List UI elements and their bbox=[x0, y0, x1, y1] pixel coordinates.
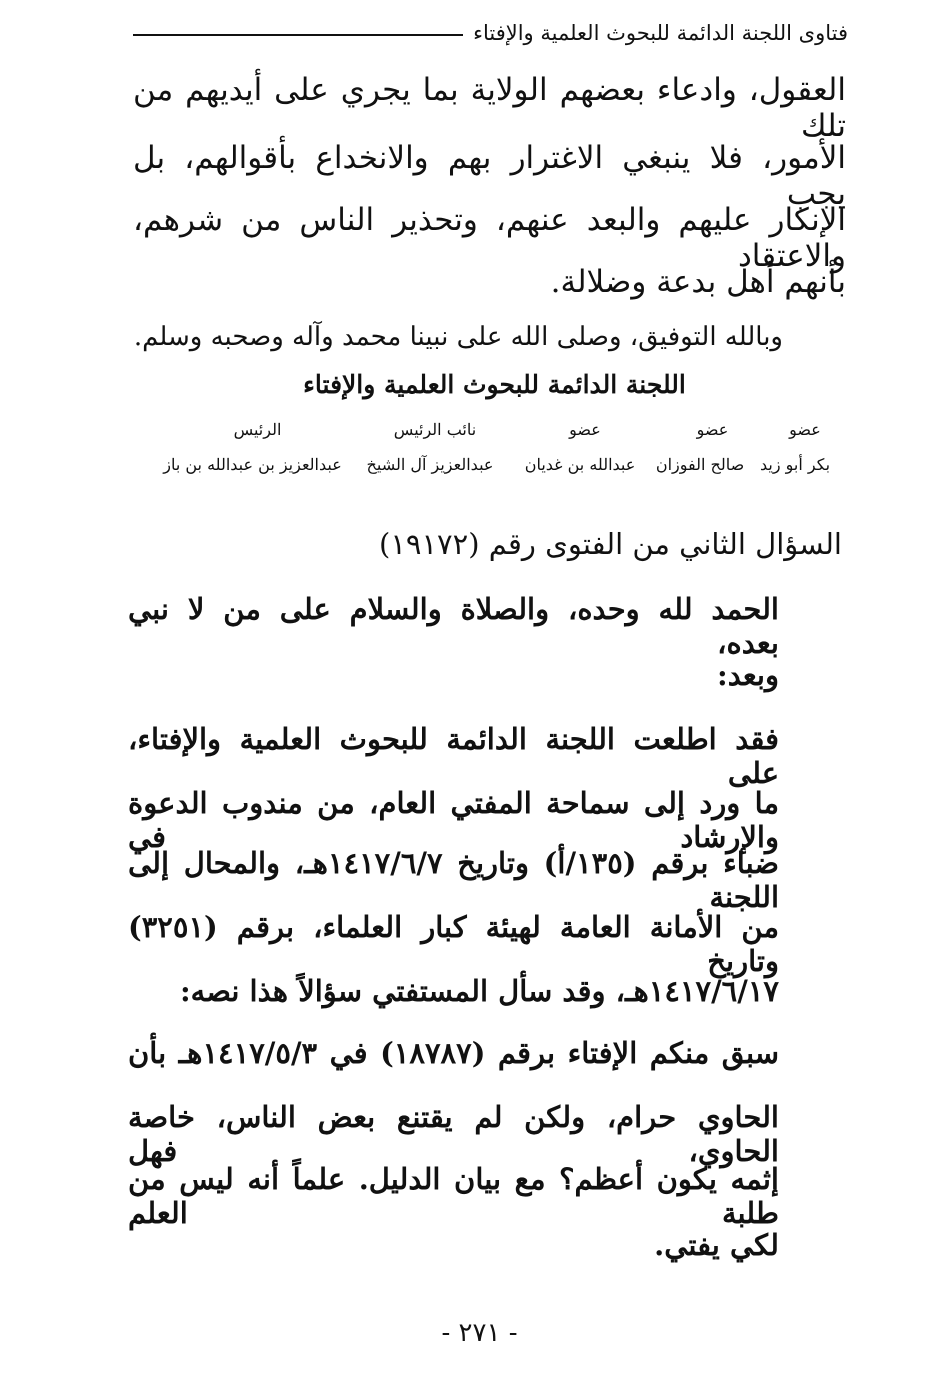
preamble-line-2: وبعد: bbox=[717, 658, 779, 692]
signatory-name: عبدالله بن غديان bbox=[524, 455, 636, 474]
signatory-role: عضو bbox=[569, 420, 601, 439]
paragraph2-line-1: فقد اطلعت اللجنة الدائمة للبحوث العلمية والإفتاء، على bbox=[128, 722, 779, 790]
preamble-line-1: الحمد لله وحده، والصلاة والسلام على من لا نبي بعده، bbox=[128, 592, 779, 660]
signatory-name: عبدالعزيز بن عبدالله بن باز bbox=[163, 455, 342, 474]
paragraph1-line-1: العقول، وادعاء بعضهم الولاية بما يجري على أيديهم من تلك bbox=[133, 72, 846, 144]
paragraph3-line-1: سبق منكم الإفتاء برقم (١٨٧٨٧) في ١٤١٧/٥/٣هـ بأن bbox=[128, 1036, 780, 1070]
paragraph3-line-4: لكي يفتي. bbox=[654, 1228, 779, 1262]
signatory-names bbox=[140, 455, 840, 474]
signatory-role: نائب الرئيس bbox=[393, 420, 477, 439]
signatory-role: عضو bbox=[789, 420, 821, 439]
paragraph1-line-2: الأمور، فلا ينبغي الاغترار بهم والانخداع بأقوالهم، بل يجب bbox=[133, 140, 846, 212]
paragraph3-line-3: إثمه يكون أعظم؟ مع بيان الدليل. علماً أنه ليس من طلبة العلم bbox=[128, 1162, 779, 1230]
signatory-role: عضو bbox=[696, 420, 729, 439]
paragraph2-line-4: من الأمانة العامة لهيئة كبار العلماء، برقم (٣٢٥١) وتاريخ bbox=[128, 910, 779, 978]
question-title: السؤال الثاني من الفتوى رقم (١٩١٧٢) bbox=[379, 527, 842, 561]
paragraph1-line-4: بأنهم أهل بدعة وضلالة. bbox=[550, 264, 846, 300]
signatory-name: صالح الفوزان bbox=[655, 455, 745, 474]
signatory-role: الرئيس bbox=[233, 420, 282, 439]
paragraph2-line-5: ١٤١٧/٦/١٧هـ، وقد سأل المستفتي سؤالاً هذا نصه: bbox=[179, 974, 779, 1008]
header-rule bbox=[133, 34, 463, 36]
paragraph2-line-3: ضباء برقم (١٣٥/أ) وتاريخ ١٤١٧/٦/٧هـ، والمحال إلى اللجنة bbox=[128, 846, 779, 914]
header-title: فتاوى اللجنة الدائمة للبحوث العلمية والإفتاء bbox=[473, 21, 848, 45]
committee-name: اللجنة الدائمة للبحوث العلمية والإفتاء bbox=[303, 370, 686, 399]
paragraph2-line-2: ما ورد إلى سماحة المفتي العام، من مندوب الدعوة والإرشاد في bbox=[128, 786, 779, 854]
paragraph3-line-2: الحاوي حرام، ولكن لم يقتنع بعض الناس، خاصة الحاوي، فهل bbox=[128, 1100, 779, 1168]
signatory-name: بكر أبو زيد bbox=[759, 455, 831, 474]
signatory-name: عبدالعزيز آل الشيخ bbox=[366, 455, 494, 474]
closing-line: وبالله التوفيق، وصلى الله على نبينا محمد وآله وصحبه وسلم. bbox=[133, 322, 783, 352]
signatory-roles bbox=[140, 420, 840, 439]
page-number: - ٢٧١ - bbox=[441, 1318, 518, 1348]
paragraph1-line-3: الإنكار عليهم والبعد عنهم، وتحذير الناس من شرهم، والاعتقاد bbox=[133, 202, 846, 274]
running-header bbox=[133, 18, 848, 48]
